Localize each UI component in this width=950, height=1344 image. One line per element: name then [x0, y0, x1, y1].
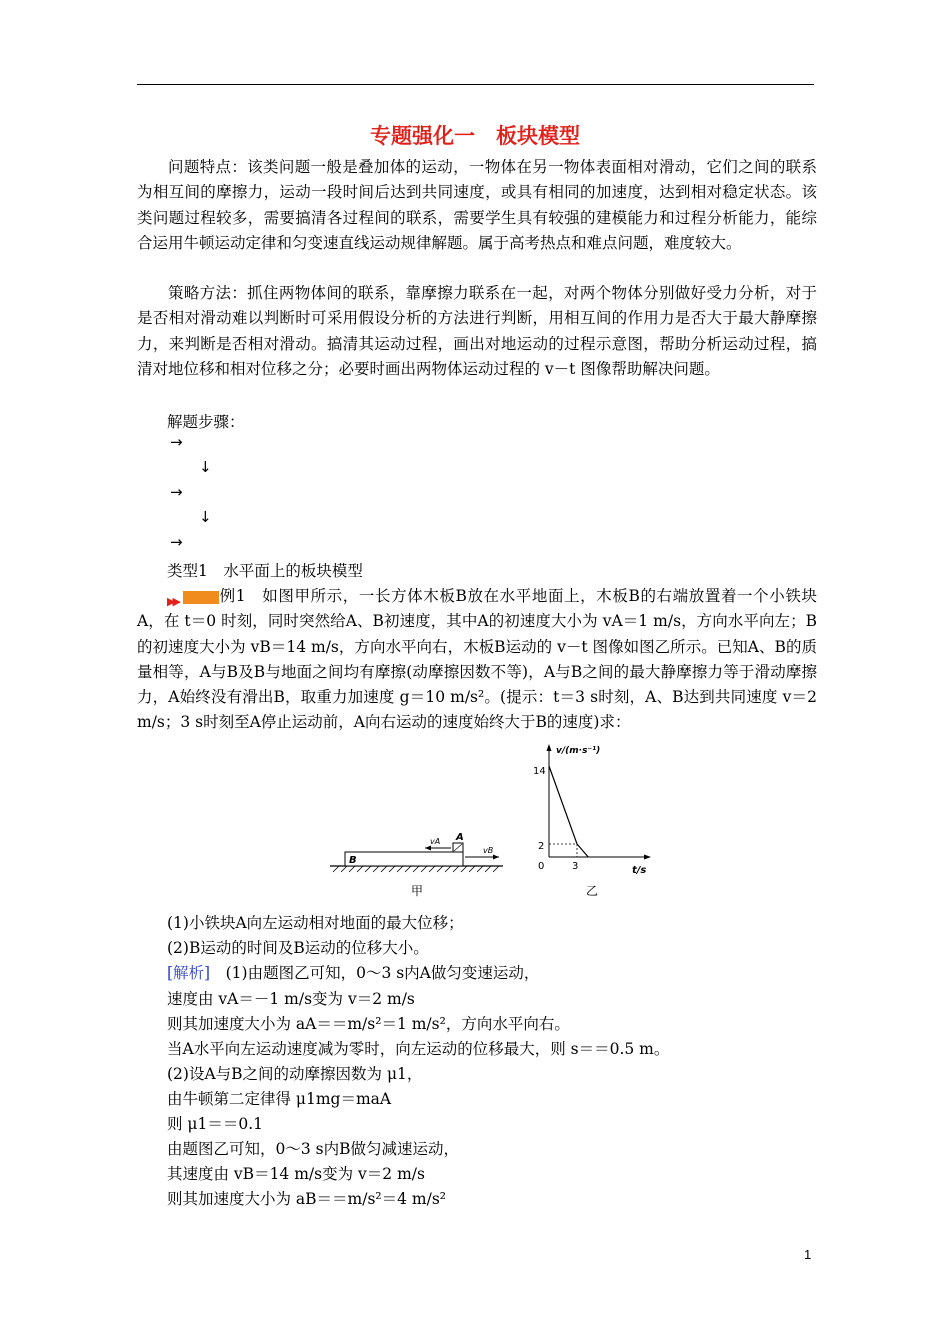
solution-line-3: 则其加速度大小为 aA＝＝m/s²＝1 m/s²，方向水平向右。: [167, 1015, 570, 1033]
figure-jia: [325, 825, 515, 900]
y-axis-label: v/(m·s⁻¹): [556, 746, 601, 756]
strategy-paragraph: 策略方法：抓住两物体间的联系，靠摩擦力联系在一起，对两个物体分别做好受力分析，对于是否相对滑动难以判断时可采用假设分析的方法进行判断，用相互间的作用力是否大于最大静摩擦力，来判断是否相对滑动。搞清其运动过程，画出对地运动的过程示意图，帮助分析运动过程，搞清对地位移和相对位移之分；必要时画出两物体运动过程的 v－t 图像帮助解决问题。: [137, 284, 817, 378]
x-axis-label: t/s: [632, 865, 647, 876]
solution-line-6: 由牛顿第二定律得 μ1mg＝maA: [167, 1090, 392, 1108]
right-arrow-icon: →: [170, 533, 183, 551]
origin-label: 0: [538, 861, 545, 872]
example-label: 例1: [219, 587, 246, 605]
solution-line-10: 则其加速度大小为 aB＝＝m/s²＝4 m/s²: [167, 1190, 447, 1208]
solution-line-8: 由题图乙可知，0～3 s内B做匀减速运动，: [167, 1140, 459, 1158]
caption-jia: 甲: [411, 884, 424, 898]
tick-label-3: 3: [572, 861, 579, 872]
right-arrow-icon: →: [170, 483, 183, 501]
solution-line-1: [167, 961, 539, 983]
header-rule: [137, 84, 814, 85]
ground-hatch: [333, 866, 499, 872]
x-axis-arrow-icon: [644, 855, 651, 860]
example-badge-icon: ▶▶: [167, 591, 219, 604]
tick-label-14: 14: [533, 766, 546, 777]
page-title: 专题强化一 板块模型: [370, 124, 580, 148]
solution-line-5: (2)设A与B之间的动摩擦因数为 μ1，: [167, 1065, 423, 1083]
solution-line-9: 其速度由 vB＝14 m/s变为 v＝2 m/s: [167, 1165, 425, 1183]
series-b-line: [549, 766, 588, 857]
arrow-va-head: [425, 846, 431, 851]
jiexi-tag: [解析]: [167, 964, 211, 982]
question-2: (2)B运动的时间及B运动的位移大小。: [167, 939, 429, 957]
down-arrow-icon: ↓: [199, 508, 212, 526]
caption-yi: 乙: [586, 884, 599, 898]
label-va: vA: [430, 837, 441, 846]
solution-line-7: 则 μ1＝＝0.1: [167, 1115, 264, 1133]
solution-text: (1)由题图乙可知，0～3 s内A做匀变速运动，: [225, 964, 540, 982]
example-paragraph: [137, 584, 817, 736]
intro-paragraph: 问题特点：该类问题一般是叠加体的运动，一物体在另一物体表面相对滑动，它们之间的联系为相互间的摩擦力，运动一段时间后达到共同速度，或具有相同的加速度，达到相对稳定状态。该类问题过程较多，需要搞清各过程间的联系，需要学生具有较强的建模能力和过程分析能力，能综合运用牛顿运动定律和匀变速直线运动规律解题。属于高考热点和难点问题，难度较大。: [137, 158, 817, 252]
solution-line-4: 当A水平向左运动速度减为零时，向左运动的位移最大，则 s＝＝0.5 m。: [167, 1040, 670, 1058]
right-arrow-icon: →: [170, 433, 183, 451]
arrow-vb-head: [493, 855, 499, 860]
y-axis-arrow-icon: [547, 744, 552, 751]
question-1: (1)小铁块A向左运动相对地面的最大位移；: [167, 914, 464, 932]
steps-label: 解题步骤：: [167, 413, 245, 431]
type-heading: 类型1 水平面上的板块模型: [167, 562, 363, 580]
label-b: B: [349, 855, 357, 866]
tick-label-2: 2: [538, 841, 545, 852]
example-body: 如图甲所示，一长方体木板B放在水平地面上，木板B的右端放置着一个小铁块A，在 t＝0 时刻，同时突然给A、B初速度，其中A的初速度大小为 vA＝1 m/s，方向水平向左；B的初速度大小为 vB＝14 m/s，方向水平向右，木板B运动的 v－t 图像如图乙所示。已知A、B的质量相等，A与B及B与地面之间均有摩擦(动摩擦因数不等)，A与B之间的最大静摩擦力等于滑动摩擦力，A始终没有滑出B，取重力加速度 g＝10 m/s²。(提示：t＝3 s时刻，A、B达到共同速度 v＝2 m/s；3 s时刻至A停止运动前，A向右运动的速度始终大于B的速度)求：: [137, 587, 817, 732]
down-arrow-icon: ↓: [199, 458, 212, 476]
board-b: [345, 852, 463, 866]
figure-yi-chart: [525, 740, 665, 900]
solution-line-2: 速度由 vA＝－1 m/s变为 v＝2 m/s: [167, 990, 415, 1008]
label-vb: vB: [483, 846, 494, 855]
label-a: A: [456, 832, 464, 843]
page-number: 1: [804, 1247, 812, 1262]
